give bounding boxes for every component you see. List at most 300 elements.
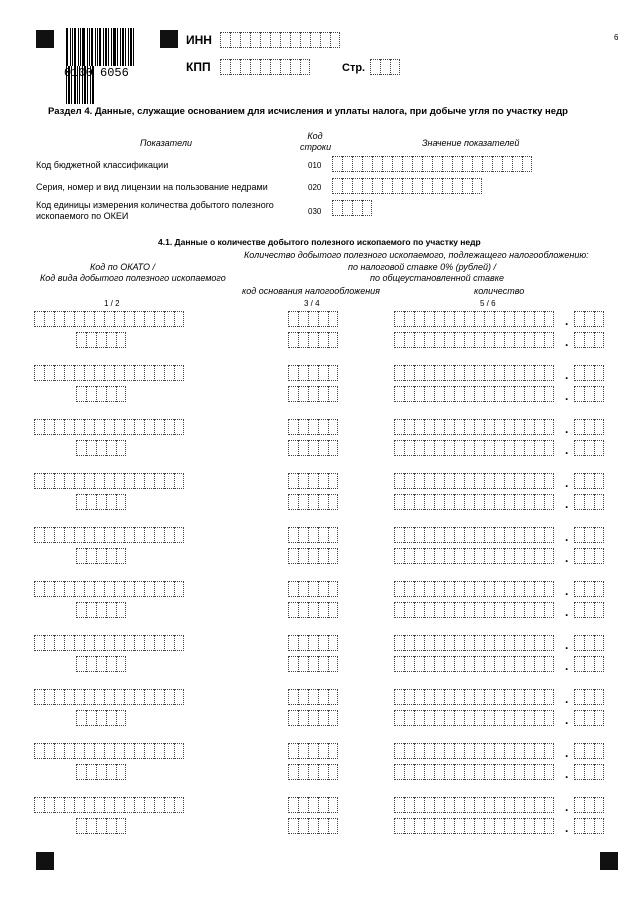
char-cell[interactable] (328, 710, 338, 726)
quantity-standard-decimal-field[interactable] (574, 494, 604, 512)
char-cell[interactable] (328, 635, 338, 651)
char-cell[interactable] (574, 656, 584, 672)
char-cell[interactable] (474, 332, 484, 348)
char-cell[interactable] (594, 332, 604, 348)
char-cell[interactable] (64, 527, 74, 543)
char-cell[interactable] (308, 764, 318, 780)
char-cell[interactable] (74, 797, 84, 813)
char-cell[interactable] (444, 419, 454, 435)
mineral-type-code-field[interactable] (76, 548, 126, 566)
char-cell[interactable] (342, 156, 352, 172)
char-cell[interactable] (594, 386, 604, 402)
char-cell[interactable] (372, 156, 382, 172)
char-cell[interactable] (124, 743, 134, 759)
char-cell[interactable] (494, 689, 504, 705)
char-cell[interactable] (484, 419, 494, 435)
char-cell[interactable] (484, 689, 494, 705)
char-cell[interactable] (594, 419, 604, 435)
char-cell[interactable] (574, 710, 584, 726)
char-cell[interactable] (544, 332, 554, 348)
char-cell[interactable] (424, 311, 434, 327)
license-field[interactable] (332, 178, 482, 196)
char-cell[interactable] (514, 473, 524, 489)
char-cell[interactable] (164, 689, 174, 705)
char-cell[interactable] (94, 743, 104, 759)
char-cell[interactable] (64, 635, 74, 651)
char-cell[interactable] (298, 527, 308, 543)
char-cell[interactable] (474, 710, 484, 726)
char-cell[interactable] (414, 743, 424, 759)
char-cell[interactable] (474, 473, 484, 489)
char-cell[interactable] (504, 473, 514, 489)
char-cell[interactable] (424, 419, 434, 435)
char-cell[interactable] (504, 602, 514, 618)
quantity-standard-field[interactable] (394, 440, 554, 458)
char-cell[interactable] (452, 178, 462, 194)
char-cell[interactable] (444, 386, 454, 402)
char-cell[interactable] (474, 419, 484, 435)
char-cell[interactable] (240, 59, 250, 75)
char-cell[interactable] (444, 332, 454, 348)
quantity-standard-field[interactable] (394, 764, 554, 782)
char-cell[interactable] (54, 743, 64, 759)
char-cell[interactable] (404, 602, 414, 618)
char-cell[interactable] (524, 548, 534, 564)
char-cell[interactable] (464, 818, 474, 834)
char-cell[interactable] (290, 59, 300, 75)
char-cell[interactable] (318, 764, 328, 780)
char-cell[interactable] (534, 818, 544, 834)
char-cell[interactable] (84, 581, 94, 597)
char-cell[interactable] (114, 581, 124, 597)
char-cell[interactable] (464, 602, 474, 618)
quantity-standard-decimal-field[interactable] (574, 710, 604, 728)
char-cell[interactable] (484, 656, 494, 672)
char-cell[interactable] (494, 548, 504, 564)
char-cell[interactable] (444, 635, 454, 651)
char-cell[interactable] (454, 743, 464, 759)
char-cell[interactable] (318, 473, 328, 489)
char-cell[interactable] (96, 548, 106, 564)
char-cell[interactable] (74, 527, 84, 543)
tax-basis-code-field-2[interactable] (288, 494, 338, 512)
char-cell[interactable] (44, 365, 54, 381)
char-cell[interactable] (534, 602, 544, 618)
char-cell[interactable] (298, 365, 308, 381)
char-cell[interactable] (454, 689, 464, 705)
char-cell[interactable] (524, 473, 534, 489)
char-cell[interactable] (574, 473, 584, 489)
char-cell[interactable] (514, 635, 524, 651)
char-cell[interactable] (394, 710, 404, 726)
quantity-0pct-field[interactable] (394, 419, 554, 437)
char-cell[interactable] (288, 818, 298, 834)
char-cell[interactable] (76, 656, 86, 672)
okato-field[interactable] (34, 473, 184, 491)
char-cell[interactable] (174, 635, 184, 651)
char-cell[interactable] (444, 548, 454, 564)
char-cell[interactable] (310, 32, 320, 48)
char-cell[interactable] (318, 710, 328, 726)
char-cell[interactable] (574, 494, 584, 510)
char-cell[interactable] (464, 473, 474, 489)
quantity-0pct-decimal-field[interactable] (574, 311, 604, 329)
tax-basis-code-field-2[interactable] (288, 332, 338, 350)
char-cell[interactable] (544, 602, 554, 618)
char-cell[interactable] (86, 332, 96, 348)
char-cell[interactable] (504, 797, 514, 813)
char-cell[interactable] (94, 365, 104, 381)
char-cell[interactable] (574, 419, 584, 435)
char-cell[interactable] (534, 710, 544, 726)
char-cell[interactable] (434, 548, 444, 564)
char-cell[interactable] (544, 689, 554, 705)
char-cell[interactable] (444, 743, 454, 759)
char-cell[interactable] (504, 710, 514, 726)
mineral-type-code-field[interactable] (76, 494, 126, 512)
char-cell[interactable] (514, 419, 524, 435)
char-cell[interactable] (104, 581, 114, 597)
char-cell[interactable] (320, 32, 330, 48)
char-cell[interactable] (444, 602, 454, 618)
char-cell[interactable] (308, 818, 318, 834)
mineral-type-code-field[interactable] (76, 656, 126, 674)
char-cell[interactable] (524, 386, 534, 402)
char-cell[interactable] (424, 656, 434, 672)
char-cell[interactable] (534, 764, 544, 780)
char-cell[interactable] (380, 59, 390, 75)
char-cell[interactable] (414, 602, 424, 618)
char-cell[interactable] (116, 764, 126, 780)
char-cell[interactable] (84, 743, 94, 759)
char-cell[interactable] (328, 386, 338, 402)
char-cell[interactable] (464, 365, 474, 381)
char-cell[interactable] (434, 386, 444, 402)
char-cell[interactable] (342, 200, 352, 216)
char-cell[interactable] (394, 689, 404, 705)
char-cell[interactable] (444, 365, 454, 381)
tax-basis-code-field[interactable] (288, 473, 338, 491)
char-cell[interactable] (164, 527, 174, 543)
char-cell[interactable] (144, 311, 154, 327)
char-cell[interactable] (494, 581, 504, 597)
char-cell[interactable] (298, 818, 308, 834)
char-cell[interactable] (524, 581, 534, 597)
char-cell[interactable] (484, 743, 494, 759)
char-cell[interactable] (124, 797, 134, 813)
char-cell[interactable] (116, 332, 126, 348)
char-cell[interactable] (94, 311, 104, 327)
char-cell[interactable] (288, 473, 298, 489)
char-cell[interactable] (524, 311, 534, 327)
quantity-standard-field[interactable] (394, 710, 554, 728)
char-cell[interactable] (464, 527, 474, 543)
char-cell[interactable] (584, 764, 594, 780)
char-cell[interactable] (116, 386, 126, 402)
char-cell[interactable] (298, 473, 308, 489)
char-cell[interactable] (594, 473, 604, 489)
char-cell[interactable] (484, 635, 494, 651)
char-cell[interactable] (494, 365, 504, 381)
char-cell[interactable] (318, 797, 328, 813)
char-cell[interactable] (444, 656, 454, 672)
char-cell[interactable] (454, 548, 464, 564)
char-cell[interactable] (220, 59, 230, 75)
char-cell[interactable] (504, 818, 514, 834)
char-cell[interactable] (454, 710, 464, 726)
char-cell[interactable] (454, 419, 464, 435)
char-cell[interactable] (220, 32, 230, 48)
char-cell[interactable] (434, 311, 444, 327)
quantity-standard-field[interactable] (394, 548, 554, 566)
char-cell[interactable] (484, 548, 494, 564)
char-cell[interactable] (464, 548, 474, 564)
char-cell[interactable] (424, 581, 434, 597)
tax-basis-code-field[interactable] (288, 365, 338, 383)
quantity-standard-decimal-field[interactable] (574, 818, 604, 836)
char-cell[interactable] (484, 311, 494, 327)
char-cell[interactable] (76, 710, 86, 726)
char-cell[interactable] (424, 602, 434, 618)
char-cell[interactable] (434, 656, 444, 672)
char-cell[interactable] (414, 581, 424, 597)
char-cell[interactable] (308, 473, 318, 489)
char-cell[interactable] (86, 656, 96, 672)
char-cell[interactable] (164, 743, 174, 759)
char-cell[interactable] (86, 818, 96, 834)
char-cell[interactable] (94, 581, 104, 597)
char-cell[interactable] (164, 581, 174, 597)
char-cell[interactable] (174, 419, 184, 435)
char-cell[interactable] (298, 419, 308, 435)
tax-basis-code-field[interactable] (288, 743, 338, 761)
char-cell[interactable] (84, 473, 94, 489)
char-cell[interactable] (318, 743, 328, 759)
char-cell[interactable] (144, 527, 154, 543)
char-cell[interactable] (96, 710, 106, 726)
char-cell[interactable] (164, 797, 174, 813)
tax-basis-code-field[interactable] (288, 797, 338, 815)
char-cell[interactable] (434, 473, 444, 489)
char-cell[interactable] (318, 581, 328, 597)
char-cell[interactable] (494, 656, 504, 672)
char-cell[interactable] (474, 602, 484, 618)
char-cell[interactable] (96, 818, 106, 834)
char-cell[interactable] (412, 156, 422, 172)
char-cell[interactable] (422, 156, 432, 172)
char-cell[interactable] (86, 710, 96, 726)
char-cell[interactable] (174, 365, 184, 381)
tax-basis-code-field-2[interactable] (288, 548, 338, 566)
char-cell[interactable] (432, 178, 442, 194)
char-cell[interactable] (318, 548, 328, 564)
char-cell[interactable] (280, 32, 290, 48)
char-cell[interactable] (308, 494, 318, 510)
char-cell[interactable] (76, 548, 86, 564)
char-cell[interactable] (464, 494, 474, 510)
char-cell[interactable] (524, 440, 534, 456)
char-cell[interactable] (328, 440, 338, 456)
char-cell[interactable] (34, 311, 44, 327)
char-cell[interactable] (74, 365, 84, 381)
char-cell[interactable] (464, 332, 474, 348)
char-cell[interactable] (84, 365, 94, 381)
char-cell[interactable] (154, 635, 164, 651)
char-cell[interactable] (514, 710, 524, 726)
char-cell[interactable] (134, 365, 144, 381)
char-cell[interactable] (474, 656, 484, 672)
char-cell[interactable] (494, 797, 504, 813)
char-cell[interactable] (154, 581, 164, 597)
char-cell[interactable] (414, 797, 424, 813)
char-cell[interactable] (404, 419, 414, 435)
char-cell[interactable] (288, 527, 298, 543)
quantity-0pct-field[interactable] (394, 635, 554, 653)
char-cell[interactable] (584, 419, 594, 435)
char-cell[interactable] (514, 440, 524, 456)
char-cell[interactable] (392, 156, 402, 172)
char-cell[interactable] (594, 311, 604, 327)
char-cell[interactable] (414, 386, 424, 402)
char-cell[interactable] (494, 419, 504, 435)
char-cell[interactable] (434, 764, 444, 780)
char-cell[interactable] (308, 656, 318, 672)
char-cell[interactable] (308, 602, 318, 618)
char-cell[interactable] (328, 818, 338, 834)
char-cell[interactable] (424, 548, 434, 564)
char-cell[interactable] (124, 581, 134, 597)
char-cell[interactable] (394, 743, 404, 759)
char-cell[interactable] (44, 743, 54, 759)
char-cell[interactable] (270, 32, 280, 48)
char-cell[interactable] (454, 818, 464, 834)
quantity-standard-decimal-field[interactable] (574, 764, 604, 782)
char-cell[interactable] (534, 689, 544, 705)
char-cell[interactable] (114, 527, 124, 543)
char-cell[interactable] (454, 527, 464, 543)
char-cell[interactable] (94, 527, 104, 543)
char-cell[interactable] (54, 365, 64, 381)
char-cell[interactable] (394, 818, 404, 834)
char-cell[interactable] (54, 473, 64, 489)
char-cell[interactable] (584, 440, 594, 456)
char-cell[interactable] (174, 473, 184, 489)
char-cell[interactable] (414, 635, 424, 651)
char-cell[interactable] (494, 527, 504, 543)
char-cell[interactable] (394, 473, 404, 489)
char-cell[interactable] (76, 602, 86, 618)
char-cell[interactable] (514, 332, 524, 348)
char-cell[interactable] (584, 494, 594, 510)
char-cell[interactable] (594, 797, 604, 813)
char-cell[interactable] (534, 440, 544, 456)
char-cell[interactable] (288, 311, 298, 327)
char-cell[interactable] (134, 797, 144, 813)
char-cell[interactable] (104, 689, 114, 705)
quantity-0pct-decimal-field[interactable] (574, 527, 604, 545)
char-cell[interactable] (524, 635, 534, 651)
char-cell[interactable] (524, 797, 534, 813)
char-cell[interactable] (104, 635, 114, 651)
char-cell[interactable] (514, 311, 524, 327)
quantity-0pct-decimal-field[interactable] (574, 473, 604, 491)
char-cell[interactable] (454, 311, 464, 327)
char-cell[interactable] (84, 797, 94, 813)
char-cell[interactable] (444, 818, 454, 834)
char-cell[interactable] (514, 818, 524, 834)
char-cell[interactable] (484, 710, 494, 726)
char-cell[interactable] (424, 365, 434, 381)
char-cell[interactable] (474, 386, 484, 402)
mineral-type-code-field[interactable] (76, 818, 126, 836)
char-cell[interactable] (514, 386, 524, 402)
char-cell[interactable] (328, 689, 338, 705)
char-cell[interactable] (288, 797, 298, 813)
char-cell[interactable] (504, 656, 514, 672)
char-cell[interactable] (414, 710, 424, 726)
char-cell[interactable] (298, 635, 308, 651)
char-cell[interactable] (76, 494, 86, 510)
char-cell[interactable] (524, 365, 534, 381)
char-cell[interactable] (524, 494, 534, 510)
char-cell[interactable] (504, 689, 514, 705)
char-cell[interactable] (404, 440, 414, 456)
char-cell[interactable] (84, 689, 94, 705)
char-cell[interactable] (484, 365, 494, 381)
char-cell[interactable] (332, 178, 342, 194)
char-cell[interactable] (64, 419, 74, 435)
char-cell[interactable] (474, 581, 484, 597)
quantity-standard-field[interactable] (394, 818, 554, 836)
char-cell[interactable] (524, 743, 534, 759)
char-cell[interactable] (422, 178, 432, 194)
char-cell[interactable] (484, 581, 494, 597)
char-cell[interactable] (534, 332, 544, 348)
char-cell[interactable] (308, 635, 318, 651)
char-cell[interactable] (240, 32, 250, 48)
char-cell[interactable] (434, 818, 444, 834)
char-cell[interactable] (462, 156, 472, 172)
char-cell[interactable] (96, 386, 106, 402)
char-cell[interactable] (504, 365, 514, 381)
char-cell[interactable] (434, 419, 444, 435)
quantity-standard-field[interactable] (394, 494, 554, 512)
char-cell[interactable] (328, 311, 338, 327)
char-cell[interactable] (444, 311, 454, 327)
char-cell[interactable] (94, 689, 104, 705)
quantity-0pct-decimal-field[interactable] (574, 635, 604, 653)
char-cell[interactable] (392, 178, 402, 194)
char-cell[interactable] (116, 818, 126, 834)
char-cell[interactable] (104, 311, 114, 327)
char-cell[interactable] (154, 365, 164, 381)
char-cell[interactable] (298, 311, 308, 327)
char-cell[interactable] (444, 581, 454, 597)
char-cell[interactable] (318, 311, 328, 327)
char-cell[interactable] (474, 311, 484, 327)
char-cell[interactable] (394, 419, 404, 435)
char-cell[interactable] (106, 764, 116, 780)
char-cell[interactable] (298, 494, 308, 510)
char-cell[interactable] (524, 656, 534, 672)
char-cell[interactable] (514, 527, 524, 543)
char-cell[interactable] (124, 311, 134, 327)
char-cell[interactable] (154, 473, 164, 489)
char-cell[interactable] (434, 527, 444, 543)
char-cell[interactable] (484, 473, 494, 489)
mineral-type-code-field[interactable] (76, 764, 126, 782)
char-cell[interactable] (116, 548, 126, 564)
